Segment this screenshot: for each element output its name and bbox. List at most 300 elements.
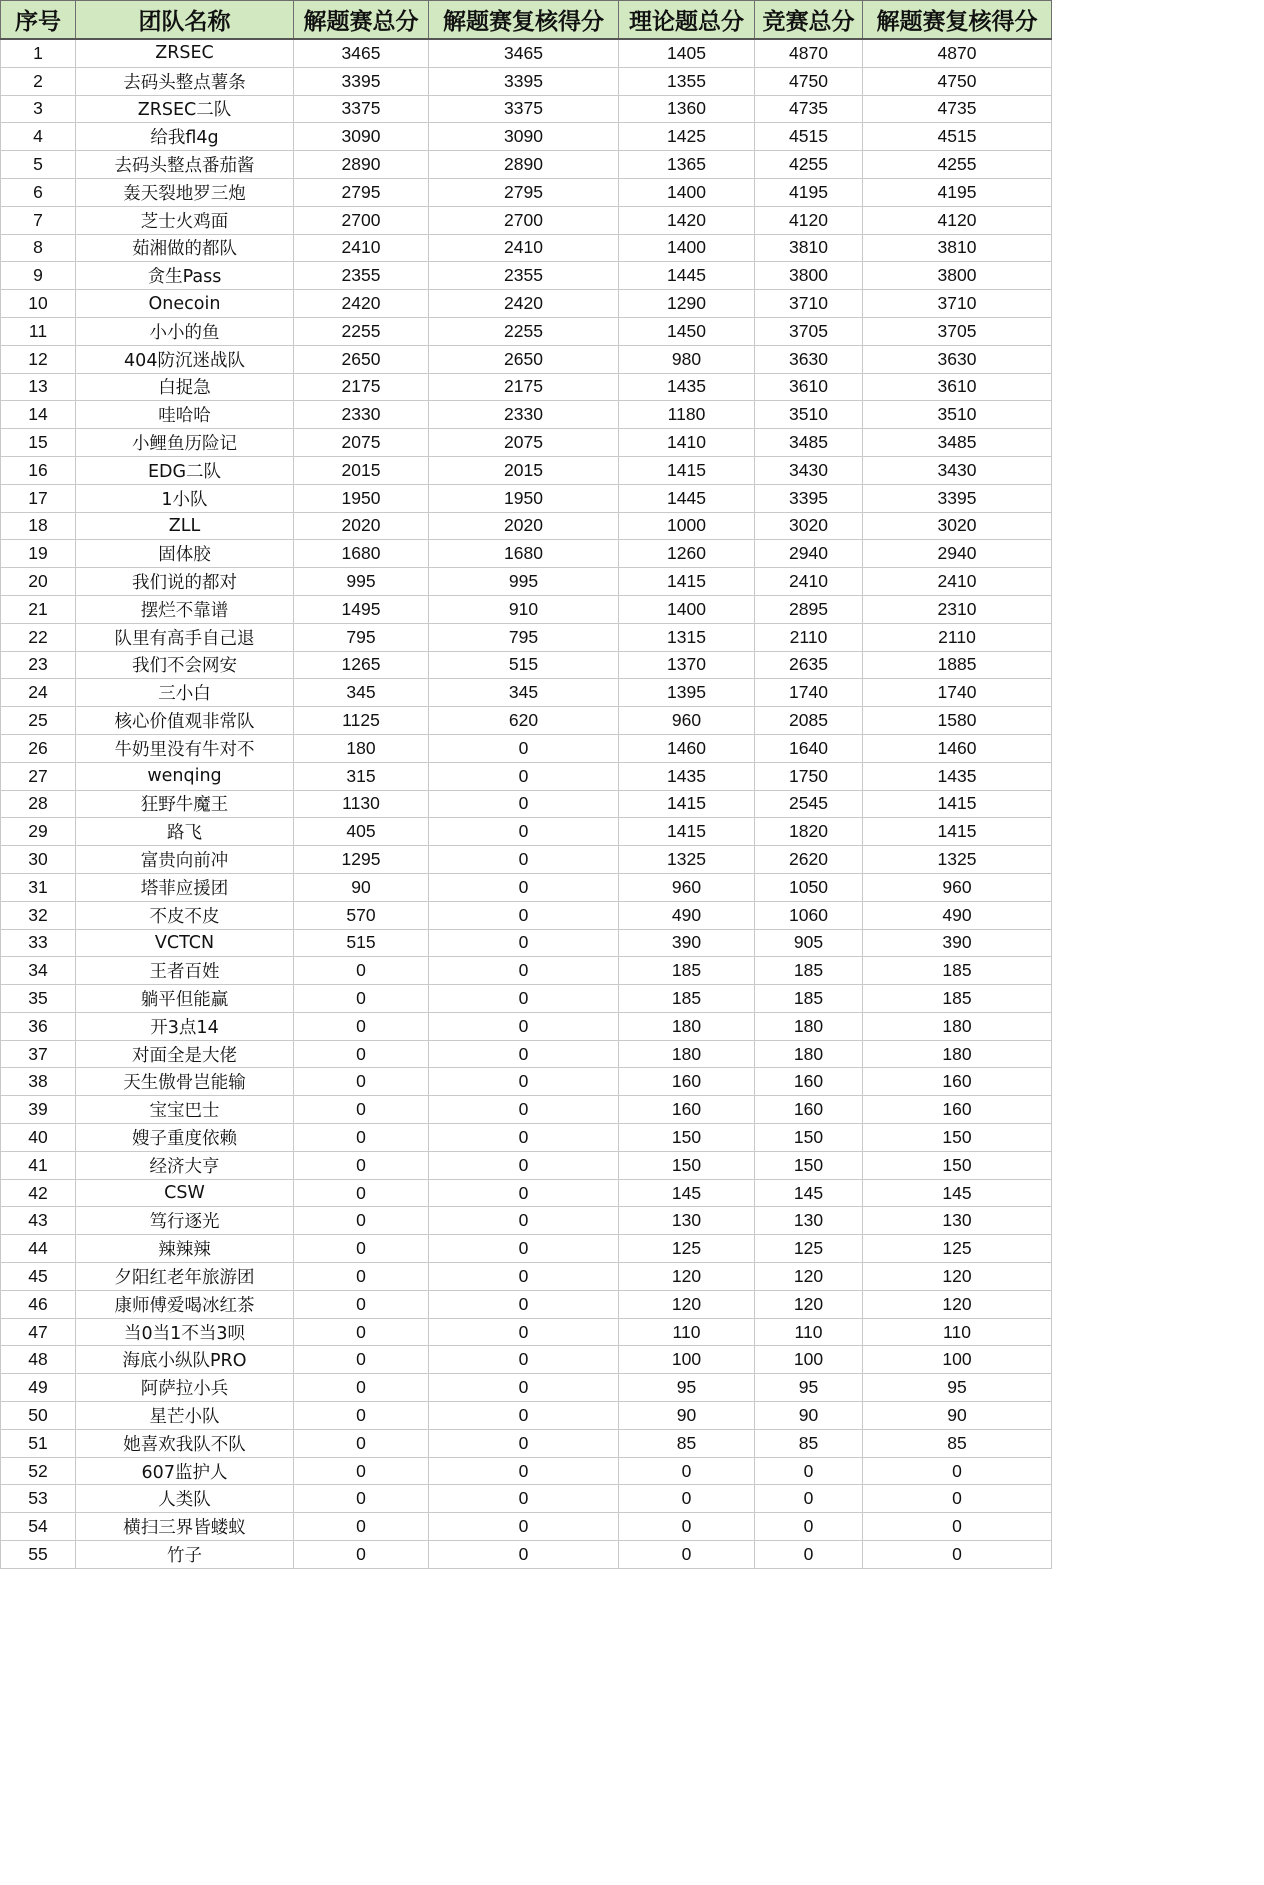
ctf-total-cell: 3090	[294, 123, 429, 151]
rank-cell: 53	[1, 1485, 76, 1513]
ctf-review-cell: 0	[429, 1513, 619, 1541]
competition-total-cell: 2085	[755, 707, 863, 735]
competition-total-cell: 185	[755, 985, 863, 1013]
ctf-review-cell: 515	[429, 651, 619, 679]
theory-total-cell: 0	[619, 1541, 755, 1569]
theory-total-cell: 145	[619, 1179, 755, 1207]
team-name-cell: 芝士火鸡面	[76, 206, 294, 234]
theory-total-cell: 1410	[619, 429, 755, 457]
ctf-review-cell: 0	[429, 1207, 619, 1235]
table-row	[1, 707, 1052, 735]
final-review-cell: 1415	[863, 818, 1052, 846]
team-name-cell: 辣辣辣	[76, 1235, 294, 1263]
ctf-total-cell: 2420	[294, 290, 429, 318]
theory-total-cell: 1415	[619, 790, 755, 818]
ctf-review-cell: 3465	[429, 39, 619, 67]
competition-total-cell: 1750	[755, 762, 863, 790]
ctf-total-cell: 795	[294, 623, 429, 651]
ctf-review-cell: 0	[429, 1179, 619, 1207]
ctf-total-cell: 3375	[294, 95, 429, 123]
final-review-cell: 1325	[863, 846, 1052, 874]
ctf-review-cell: 1680	[429, 540, 619, 568]
rank-cell: 9	[1, 262, 76, 290]
final-review-cell: 150	[863, 1151, 1052, 1179]
table-row	[1, 1346, 1052, 1374]
ctf-review-cell: 0	[429, 1151, 619, 1179]
competition-total-cell: 2635	[755, 651, 863, 679]
team-name-cell: 607监护人	[76, 1457, 294, 1485]
ctf-total-cell: 0	[294, 985, 429, 1013]
competition-total-cell: 125	[755, 1235, 863, 1263]
ctf-review-cell: 3375	[429, 95, 619, 123]
ctf-total-cell: 0	[294, 1402, 429, 1430]
team-name-cell: 阿萨拉小兵	[76, 1374, 294, 1402]
final-review-cell: 160	[863, 1096, 1052, 1124]
ctf-review-cell: 0	[429, 1374, 619, 1402]
final-review-cell: 185	[863, 985, 1052, 1013]
competition-total-cell: 110	[755, 1318, 863, 1346]
table-row	[1, 373, 1052, 401]
table-row	[1, 401, 1052, 429]
final-review-cell: 150	[863, 1124, 1052, 1152]
competition-total-cell: 3810	[755, 234, 863, 262]
ctf-review-cell: 0	[429, 1235, 619, 1263]
table-header	[1, 1, 1052, 40]
theory-total-cell: 1360	[619, 95, 755, 123]
rank-cell: 25	[1, 707, 76, 735]
competition-total-cell: 4255	[755, 151, 863, 179]
ctf-review-cell: 2015	[429, 456, 619, 484]
theory-total-cell: 160	[619, 1096, 755, 1124]
theory-total-cell: 150	[619, 1124, 755, 1152]
rank-cell: 17	[1, 484, 76, 512]
final-review-cell: 2310	[863, 595, 1052, 623]
team-name-cell: 竹子	[76, 1541, 294, 1569]
competition-total-cell: 160	[755, 1096, 863, 1124]
rank-cell: 15	[1, 429, 76, 457]
table-row	[1, 1179, 1052, 1207]
competition-total-cell: 95	[755, 1374, 863, 1402]
team-name-cell: VCTCN	[76, 929, 294, 957]
team-name-cell: 富贵向前冲	[76, 846, 294, 874]
competition-total-cell: 100	[755, 1346, 863, 1374]
theory-total-cell: 90	[619, 1402, 755, 1430]
theory-total-cell: 185	[619, 957, 755, 985]
final-review-cell: 185	[863, 957, 1052, 985]
competition-total-cell: 2410	[755, 568, 863, 596]
team-name-cell: 狂野牛魔王	[76, 790, 294, 818]
table-row	[1, 1429, 1052, 1457]
table-row	[1, 1012, 1052, 1040]
theory-total-cell: 960	[619, 873, 755, 901]
ctf-total-cell: 0	[294, 1485, 429, 1513]
table-body	[1, 39, 1052, 1568]
competition-total-cell: 2545	[755, 790, 863, 818]
rank-cell: 42	[1, 1179, 76, 1207]
competition-total-cell: 3630	[755, 345, 863, 373]
table-row	[1, 762, 1052, 790]
competition-total-cell: 150	[755, 1124, 863, 1152]
ctf-review-cell: 620	[429, 707, 619, 735]
ctf-review-cell: 2255	[429, 317, 619, 345]
table-row	[1, 1124, 1052, 1152]
final-review-cell: 4870	[863, 39, 1052, 67]
theory-total-cell: 1325	[619, 846, 755, 874]
ctf-total-cell: 2355	[294, 262, 429, 290]
ctf-total-cell: 2410	[294, 234, 429, 262]
final-review-cell: 0	[863, 1513, 1052, 1541]
team-name-cell: 我们不会网安	[76, 651, 294, 679]
ctf-review-cell: 2410	[429, 234, 619, 262]
theory-total-cell: 125	[619, 1235, 755, 1263]
ctf-review-cell: 0	[429, 1124, 619, 1152]
team-name-cell: 404防沉迷战队	[76, 345, 294, 373]
ctf-review-cell: 0	[429, 929, 619, 957]
rank-cell: 34	[1, 957, 76, 985]
final-review-cell: 4120	[863, 206, 1052, 234]
competition-total-cell: 0	[755, 1541, 863, 1569]
rank-cell: 3	[1, 95, 76, 123]
competition-total-cell: 120	[755, 1263, 863, 1291]
ctf-total-cell: 1295	[294, 846, 429, 874]
competition-total-cell: 2895	[755, 595, 863, 623]
rank-cell: 30	[1, 846, 76, 874]
final-review-cell: 180	[863, 1040, 1052, 1068]
table-row	[1, 151, 1052, 179]
table-row	[1, 818, 1052, 846]
rank-cell: 55	[1, 1541, 76, 1569]
competition-total-cell: 180	[755, 1040, 863, 1068]
theory-total-cell: 1400	[619, 178, 755, 206]
final-review-cell: 3705	[863, 317, 1052, 345]
ctf-total-cell: 0	[294, 1374, 429, 1402]
team-name-cell: 我们说的都对	[76, 568, 294, 596]
team-name-cell: 王者百姓	[76, 957, 294, 985]
competition-total-cell: 160	[755, 1068, 863, 1096]
rank-cell: 1	[1, 39, 76, 67]
theory-total-cell: 150	[619, 1151, 755, 1179]
table-row	[1, 1290, 1052, 1318]
rank-cell: 28	[1, 790, 76, 818]
ctf-review-cell: 0	[429, 873, 619, 901]
competition-total-cell: 150	[755, 1151, 863, 1179]
ctf-review-cell: 2020	[429, 512, 619, 540]
theory-total-cell: 1435	[619, 373, 755, 401]
theory-total-cell: 0	[619, 1485, 755, 1513]
final-review-cell: 3485	[863, 429, 1052, 457]
team-name-cell: 经济大亨	[76, 1151, 294, 1179]
header-rank: 序号	[1, 1, 76, 40]
ctf-total-cell: 0	[294, 1429, 429, 1457]
competition-total-cell: 0	[755, 1513, 863, 1541]
final-review-cell: 110	[863, 1318, 1052, 1346]
competition-total-cell: 120	[755, 1290, 863, 1318]
ctf-total-cell: 90	[294, 873, 429, 901]
competition-total-cell: 3430	[755, 456, 863, 484]
team-name-cell: 小小的鱼	[76, 317, 294, 345]
rank-cell: 16	[1, 456, 76, 484]
table-row	[1, 873, 1052, 901]
competition-total-cell: 3395	[755, 484, 863, 512]
competition-total-cell: 3020	[755, 512, 863, 540]
ctf-total-cell: 1950	[294, 484, 429, 512]
rank-cell: 41	[1, 1151, 76, 1179]
ctf-total-cell: 1265	[294, 651, 429, 679]
rank-cell: 46	[1, 1290, 76, 1318]
theory-total-cell: 185	[619, 985, 755, 1013]
final-review-cell: 3430	[863, 456, 1052, 484]
theory-total-cell: 1315	[619, 623, 755, 651]
ctf-review-cell: 345	[429, 679, 619, 707]
competition-total-cell: 2620	[755, 846, 863, 874]
ctf-total-cell: 405	[294, 818, 429, 846]
rank-cell: 13	[1, 373, 76, 401]
table-row	[1, 540, 1052, 568]
ctf-total-cell: 1495	[294, 595, 429, 623]
ctf-review-cell: 2650	[429, 345, 619, 373]
ctf-review-cell: 0	[429, 1429, 619, 1457]
theory-total-cell: 1400	[619, 595, 755, 623]
team-name-cell: 开3点14	[76, 1012, 294, 1040]
team-name-cell: 白捉急	[76, 373, 294, 401]
final-review-cell: 2940	[863, 540, 1052, 568]
ctf-review-cell: 0	[429, 985, 619, 1013]
theory-total-cell: 0	[619, 1457, 755, 1485]
final-review-cell: 4255	[863, 151, 1052, 179]
team-name-cell: 塔菲应援团	[76, 873, 294, 901]
competition-total-cell: 4735	[755, 95, 863, 123]
ctf-total-cell: 2075	[294, 429, 429, 457]
table-row	[1, 1263, 1052, 1291]
table-row	[1, 790, 1052, 818]
theory-total-cell: 1365	[619, 151, 755, 179]
ctf-review-cell: 1950	[429, 484, 619, 512]
table-row	[1, 345, 1052, 373]
ctf-total-cell: 995	[294, 568, 429, 596]
rank-cell: 32	[1, 901, 76, 929]
theory-total-cell: 180	[619, 1040, 755, 1068]
ctf-total-cell: 0	[294, 1068, 429, 1096]
team-name-cell: 核心价值观非常队	[76, 707, 294, 735]
ctf-review-cell: 2795	[429, 178, 619, 206]
ctf-total-cell: 2700	[294, 206, 429, 234]
ctf-total-cell: 2330	[294, 401, 429, 429]
team-name-cell: 嫂子重度依赖	[76, 1124, 294, 1152]
ctf-total-cell: 0	[294, 1541, 429, 1569]
header-row	[1, 1, 1052, 40]
table-row	[1, 846, 1052, 874]
table-row	[1, 1485, 1052, 1513]
theory-total-cell: 100	[619, 1346, 755, 1374]
ctf-review-cell: 2355	[429, 262, 619, 290]
competition-total-cell: 4870	[755, 39, 863, 67]
header-ctf-total: 解题赛总分	[294, 1, 429, 40]
final-review-cell: 4735	[863, 95, 1052, 123]
table-row	[1, 512, 1052, 540]
ctf-review-cell: 0	[429, 1263, 619, 1291]
table-row	[1, 1541, 1052, 1569]
table-row	[1, 985, 1052, 1013]
ctf-review-cell: 2700	[429, 206, 619, 234]
competition-total-cell: 3510	[755, 401, 863, 429]
rank-cell: 18	[1, 512, 76, 540]
final-review-cell: 3710	[863, 290, 1052, 318]
ctf-review-cell: 910	[429, 595, 619, 623]
rank-cell: 4	[1, 123, 76, 151]
rank-cell: 47	[1, 1318, 76, 1346]
final-review-cell: 3020	[863, 512, 1052, 540]
competition-total-cell: 905	[755, 929, 863, 957]
rank-cell: 26	[1, 734, 76, 762]
header-competition-total: 竞赛总分	[755, 1, 863, 40]
ctf-total-cell: 0	[294, 1290, 429, 1318]
competition-total-cell: 3610	[755, 373, 863, 401]
final-review-cell: 3630	[863, 345, 1052, 373]
rank-cell: 10	[1, 290, 76, 318]
rank-cell: 7	[1, 206, 76, 234]
ctf-review-cell: 0	[429, 1485, 619, 1513]
competition-total-cell: 4195	[755, 178, 863, 206]
final-review-cell: 490	[863, 901, 1052, 929]
competition-total-cell: 2940	[755, 540, 863, 568]
team-name-cell: 固体胶	[76, 540, 294, 568]
table-row	[1, 484, 1052, 512]
team-name-cell: EDG二队	[76, 456, 294, 484]
final-review-cell: 3510	[863, 401, 1052, 429]
competition-total-cell: 3710	[755, 290, 863, 318]
competition-total-cell: 85	[755, 1429, 863, 1457]
team-name-cell: 去码头整点番茄酱	[76, 151, 294, 179]
ctf-total-cell: 0	[294, 1124, 429, 1152]
ctf-total-cell: 1130	[294, 790, 429, 818]
theory-total-cell: 1180	[619, 401, 755, 429]
theory-total-cell: 1260	[619, 540, 755, 568]
final-review-cell: 4515	[863, 123, 1052, 151]
ctf-review-cell: 0	[429, 846, 619, 874]
competition-total-cell: 1740	[755, 679, 863, 707]
ctf-review-cell: 0	[429, 1096, 619, 1124]
rank-cell: 22	[1, 623, 76, 651]
final-review-cell: 3610	[863, 373, 1052, 401]
table-row	[1, 734, 1052, 762]
ctf-review-cell: 2175	[429, 373, 619, 401]
competition-total-cell: 1060	[755, 901, 863, 929]
table-row	[1, 1402, 1052, 1430]
team-name-cell: Onecoin	[76, 290, 294, 318]
rank-cell: 49	[1, 1374, 76, 1402]
table-row	[1, 123, 1052, 151]
table-row	[1, 1040, 1052, 1068]
final-review-cell: 2110	[863, 623, 1052, 651]
table-row	[1, 1207, 1052, 1235]
rank-cell: 33	[1, 929, 76, 957]
header-final-review-score: 解题赛复核得分	[863, 1, 1052, 40]
theory-total-cell: 180	[619, 1012, 755, 1040]
competition-total-cell: 180	[755, 1012, 863, 1040]
team-name-cell: 1小队	[76, 484, 294, 512]
rank-cell: 19	[1, 540, 76, 568]
theory-total-cell: 490	[619, 901, 755, 929]
table-row	[1, 1235, 1052, 1263]
theory-total-cell: 980	[619, 345, 755, 373]
ctf-total-cell: 2650	[294, 345, 429, 373]
ctf-review-cell: 0	[429, 734, 619, 762]
ctf-total-cell: 315	[294, 762, 429, 790]
competition-total-cell: 4120	[755, 206, 863, 234]
ctf-review-cell: 2420	[429, 290, 619, 318]
table-row	[1, 1318, 1052, 1346]
rank-cell: 24	[1, 679, 76, 707]
theory-total-cell: 120	[619, 1263, 755, 1291]
table-row	[1, 1068, 1052, 1096]
final-review-cell: 95	[863, 1374, 1052, 1402]
table-row	[1, 67, 1052, 95]
table-row	[1, 95, 1052, 123]
theory-total-cell: 1435	[619, 762, 755, 790]
ctf-total-cell: 0	[294, 1151, 429, 1179]
team-name-cell: 队里有高手自己退	[76, 623, 294, 651]
rank-cell: 36	[1, 1012, 76, 1040]
ctf-total-cell: 2795	[294, 178, 429, 206]
final-review-cell: 1435	[863, 762, 1052, 790]
ctf-total-cell: 0	[294, 1235, 429, 1263]
rank-cell: 21	[1, 595, 76, 623]
team-name-cell: ZLL	[76, 512, 294, 540]
table-row	[1, 1096, 1052, 1124]
rank-cell: 29	[1, 818, 76, 846]
competition-total-cell: 3705	[755, 317, 863, 345]
theory-total-cell: 1445	[619, 484, 755, 512]
final-review-cell: 130	[863, 1207, 1052, 1235]
rank-cell: 27	[1, 762, 76, 790]
final-review-cell: 160	[863, 1068, 1052, 1096]
theory-total-cell: 390	[619, 929, 755, 957]
ctf-total-cell: 0	[294, 1096, 429, 1124]
final-review-cell: 125	[863, 1235, 1052, 1263]
theory-total-cell: 1425	[619, 123, 755, 151]
table-row	[1, 568, 1052, 596]
final-review-cell: 0	[863, 1541, 1052, 1569]
team-name-cell: 海底小纵队PRO	[76, 1346, 294, 1374]
final-review-cell: 960	[863, 873, 1052, 901]
ctf-review-cell: 0	[429, 1541, 619, 1569]
team-name-cell: 对面全是大佬	[76, 1040, 294, 1068]
team-name-cell: CSW	[76, 1179, 294, 1207]
final-review-cell: 3810	[863, 234, 1052, 262]
table-row	[1, 178, 1052, 206]
ctf-total-cell: 180	[294, 734, 429, 762]
ctf-total-cell: 1680	[294, 540, 429, 568]
team-name-cell: 康师傅爱喝冰红茶	[76, 1290, 294, 1318]
team-name-cell: 横扫三界皆蝼蚁	[76, 1513, 294, 1541]
theory-total-cell: 1000	[619, 512, 755, 540]
ctf-total-cell: 0	[294, 957, 429, 985]
final-review-cell: 0	[863, 1485, 1052, 1513]
team-name-cell: 天生傲骨岂能输	[76, 1068, 294, 1096]
final-review-cell: 0	[863, 1457, 1052, 1485]
team-name-cell: 当0当1不当3呗	[76, 1318, 294, 1346]
rank-cell: 39	[1, 1096, 76, 1124]
theory-total-cell: 1415	[619, 456, 755, 484]
rank-cell: 37	[1, 1040, 76, 1068]
theory-total-cell: 110	[619, 1318, 755, 1346]
theory-total-cell: 130	[619, 1207, 755, 1235]
competition-total-cell: 4750	[755, 67, 863, 95]
ctf-review-cell: 2890	[429, 151, 619, 179]
ctf-total-cell: 1125	[294, 707, 429, 735]
competition-total-cell: 3800	[755, 262, 863, 290]
header-theory-total: 理论题总分	[619, 1, 755, 40]
